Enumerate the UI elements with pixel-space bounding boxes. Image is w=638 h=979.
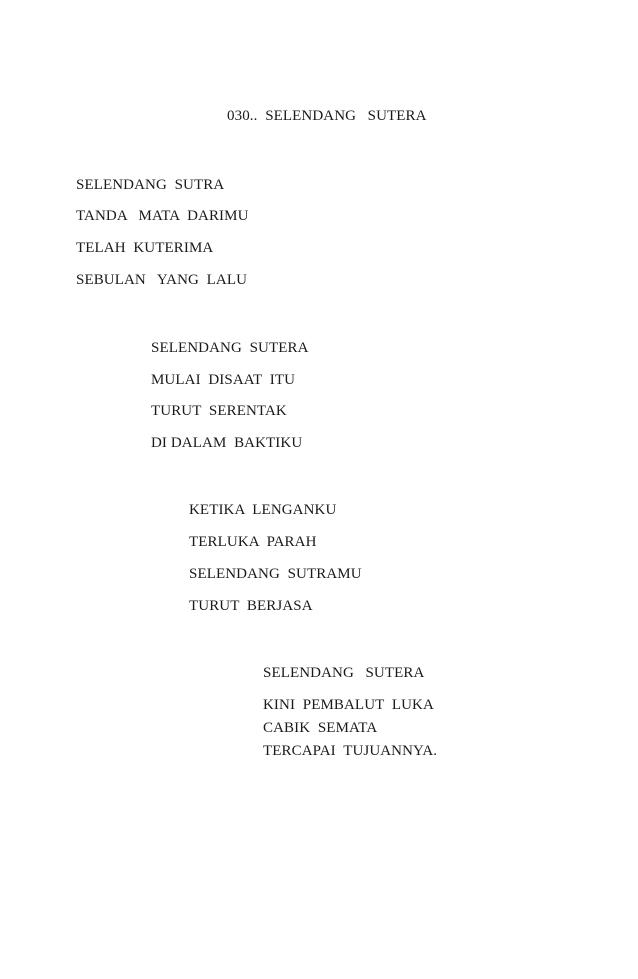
poem-line: MULAI DISAAT ITU bbox=[151, 372, 296, 388]
poem-line: TERLUKA PARAH bbox=[189, 534, 317, 550]
poem-line: SELENDANG SUTRA bbox=[76, 177, 225, 193]
poem-line: TURUT BERJASA bbox=[189, 598, 313, 614]
poem-line: KINI PEMBALUT LUKA bbox=[263, 697, 434, 713]
poem-line: SELENDANG SUTERA bbox=[151, 340, 309, 356]
poem-title: 030.. SELENDANG SUTERA bbox=[227, 108, 427, 124]
poem-line: KETIKA LENGANKU bbox=[189, 502, 337, 518]
poem-line: SEBULAN YANG LALU bbox=[76, 272, 248, 288]
poem-line: TURUT SERENTAK bbox=[151, 403, 287, 419]
poem-line: TERCAPAI TUJUANNYA. bbox=[263, 743, 438, 759]
poem-line: SELENDANG SUTERA bbox=[263, 665, 425, 681]
poem-line: DI DALAM BAKTIKU bbox=[151, 435, 303, 451]
poem-line: SELENDANG SUTRAMU bbox=[189, 566, 362, 582]
poem-line: TELAH KUTERIMA bbox=[76, 240, 214, 256]
poem-line: TANDA MATA DARIMU bbox=[76, 208, 249, 224]
poem-line: CABIK SEMATA bbox=[263, 720, 378, 736]
